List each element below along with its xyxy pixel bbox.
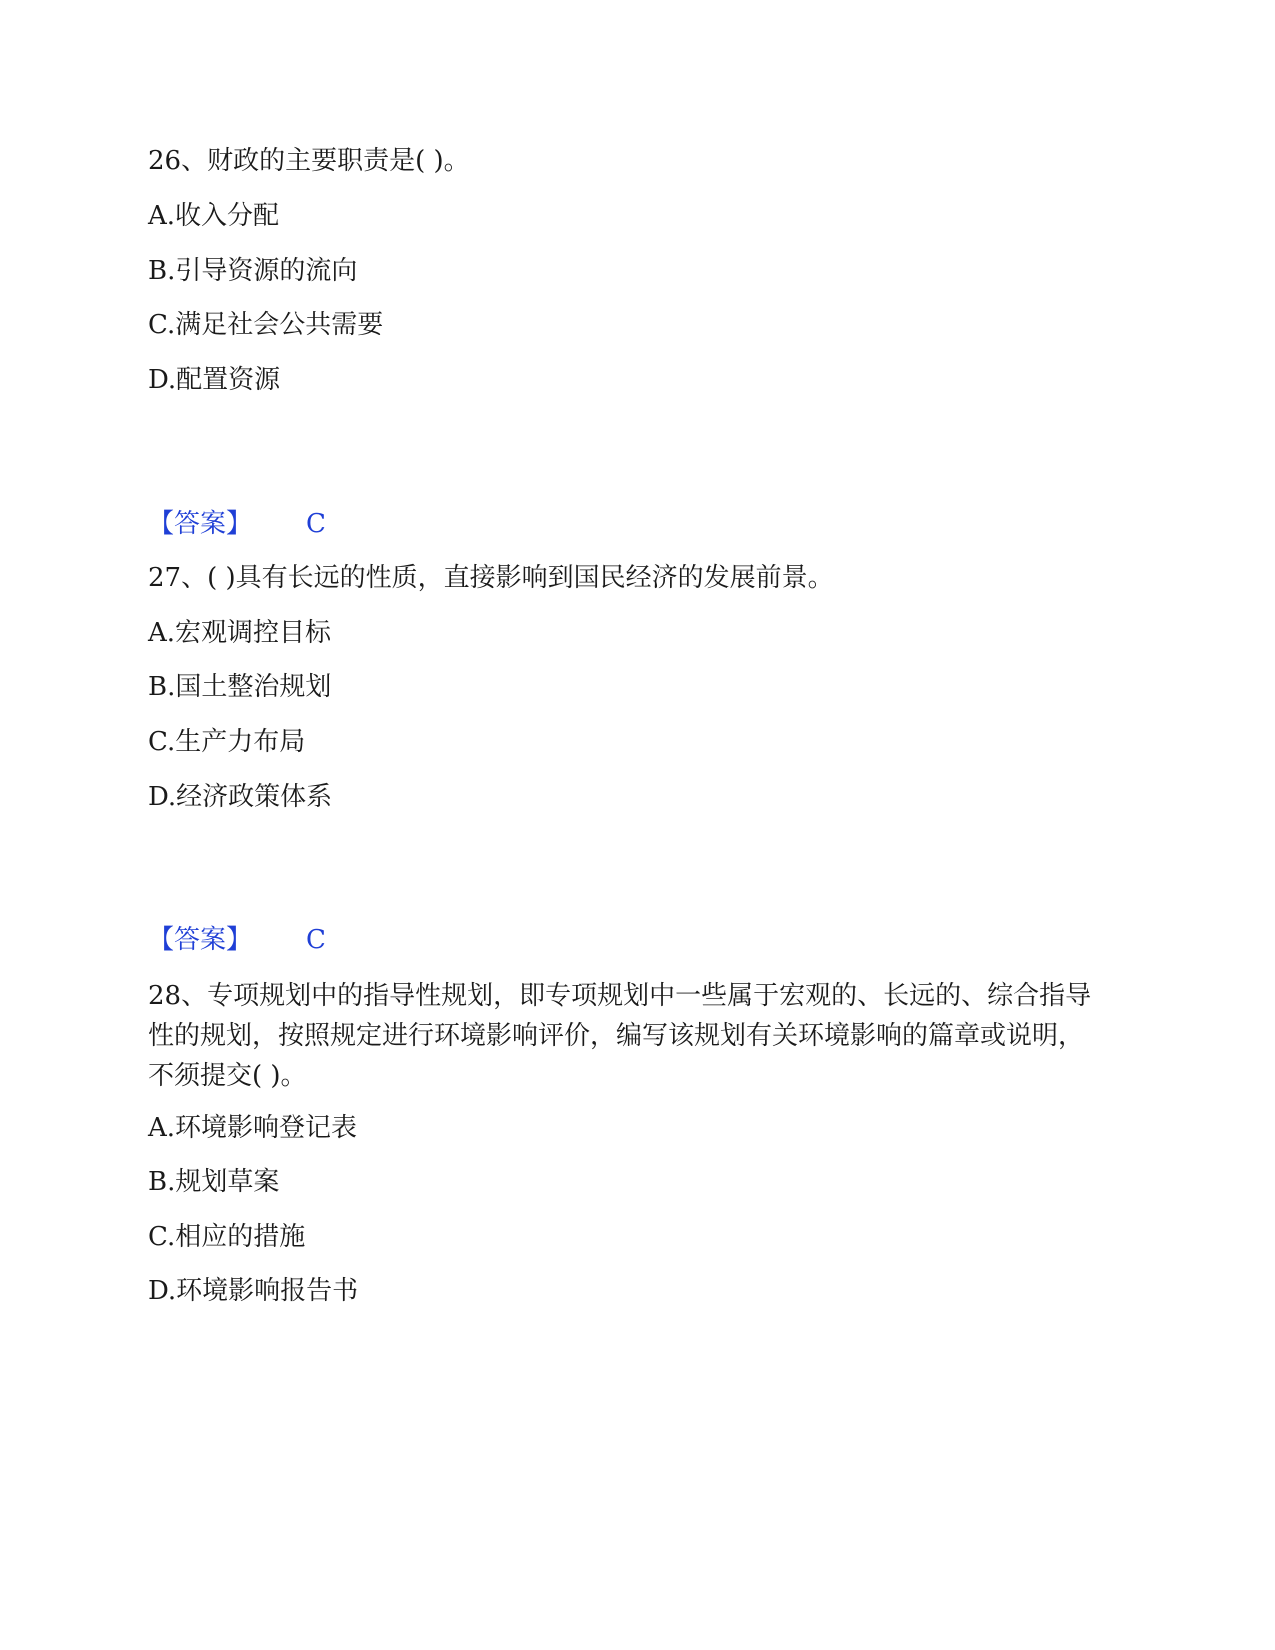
question-26-option-d: D.配置资源	[148, 365, 281, 395]
question-28-option-a: A.环境影响登记表	[148, 1113, 358, 1143]
question-27-answer	[148, 920, 326, 960]
question-26-option-c: C.满足社会公共需要	[148, 310, 384, 340]
answer-label: 【答案】	[148, 925, 253, 955]
question-27-option-d: D.经济政策体系	[148, 782, 333, 812]
question-26-stem: 26、财政的主要职责是( )。	[148, 146, 470, 176]
question-27-option-c: C.生产力布局	[148, 727, 306, 757]
question-28-option-b: B.规划草案	[148, 1167, 280, 1197]
question-27-option-a: A.宏观调控目标	[148, 618, 332, 648]
question-26-option-a: A.收入分配	[148, 201, 280, 231]
answer-value: C	[306, 509, 326, 539]
question-28-stem: 28、专项规划中的指导性规划，即专项规划中一些属于宏观的、长远的、综合指导性的规划，按照规定进行环境影响评价，编写该规划有关环境影响的篇章或说明，不须提交( )。	[148, 981, 1092, 1091]
answer-label: 【答案】	[148, 509, 253, 539]
question-28-option-c: C.相应的措施	[148, 1222, 306, 1252]
question-27-option-b: B.国土整治规划	[148, 672, 332, 702]
question-27-stem: 27、( )具有长远的性质，直接影响到国民经济的发展前景。	[148, 563, 834, 593]
answer-value: C	[306, 925, 326, 955]
question-28-option-d: D.环境影响报告书	[148, 1276, 359, 1306]
question-26-option-b: B.引导资源的流向	[148, 256, 358, 286]
question-26-answer	[148, 504, 326, 544]
